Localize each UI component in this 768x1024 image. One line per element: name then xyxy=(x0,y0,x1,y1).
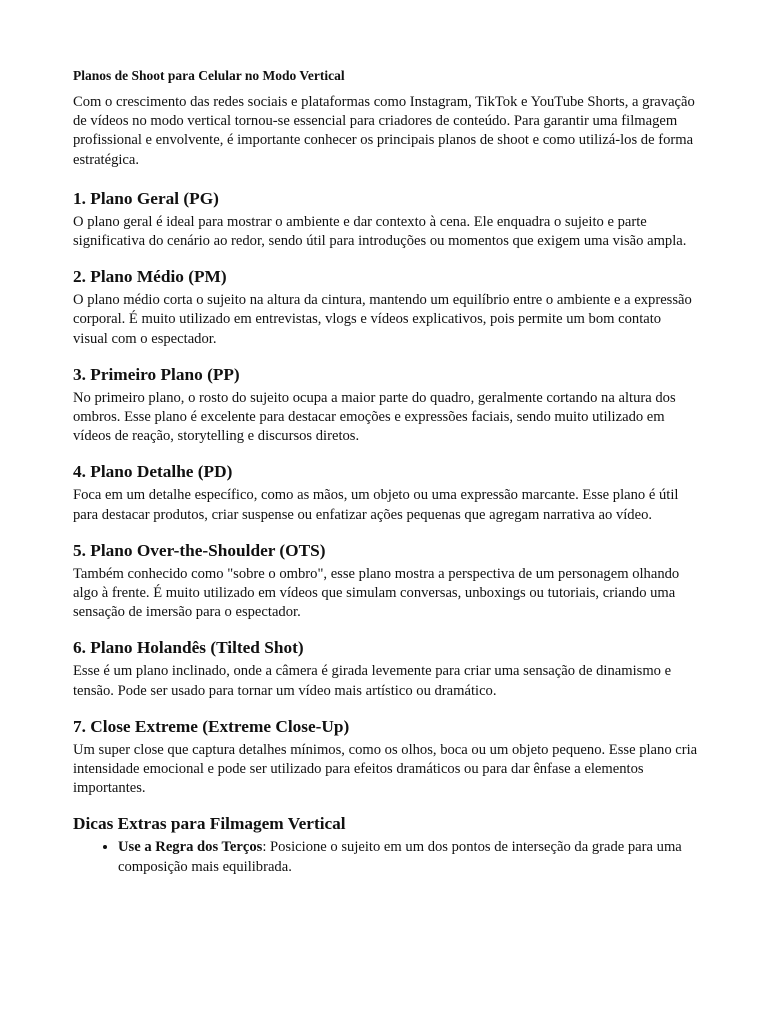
section-plano-holandes xyxy=(73,637,698,700)
section-primeiro-plano xyxy=(73,364,698,447)
section-over-the-shoulder xyxy=(73,540,698,623)
section-plano-geral xyxy=(73,188,698,251)
section-body: Esse é um plano inclinado, onde a câmera é girada levemente para criar uma sensação de dinamismo e tensão. Pode ser usado para tornar um vídeo mais artístico ou dramático. xyxy=(73,663,672,699)
section-body: Também conhecido como "sobre o ombro", esse plano mostra a perspectiva de um personagem olhando algo à frente. É muito utilizado em vídeos que simulam conversas, unboxings ou tutoriais, criando uma sensação de imersão para o espectador. xyxy=(73,565,680,621)
document-page xyxy=(73,66,698,877)
section-heading: 1. Plano Geral (PG) xyxy=(73,188,219,208)
section-body: Um super close que captura detalhes mínimos, como os olhos, boca ou um objeto pequeno. Esse plano cria intensidade emocional e pode ser utilizado para efeitos dramáticos ou para dar ênfase a elementos importantes. xyxy=(73,741,698,797)
section-plano-detalhe xyxy=(73,461,698,524)
extras-list xyxy=(73,838,698,876)
list-item xyxy=(118,838,698,876)
section-plano-medio xyxy=(73,266,698,349)
document-title: Planos de Shoot para Celular no Modo Vertical xyxy=(73,68,345,83)
section-heading: 4. Plano Detalhe (PD) xyxy=(73,462,233,482)
section-heading: 6. Plano Holandês (Tilted Shot) xyxy=(73,638,304,658)
section-heading: 3. Primeiro Plano (PP) xyxy=(73,364,240,384)
extras-heading: Dicas Extras para Filmagem Vertical xyxy=(73,814,346,834)
section-heading: 2. Plano Médio (PM) xyxy=(73,267,227,287)
section-heading: 5. Plano Over-the-Shoulder (OTS) xyxy=(73,540,326,560)
intro-paragraph: Com o crescimento das redes sociais e plataformas como Instagram, TikTok e YouTube Shorts, a gravação de vídeos no modo vertical tornou-se essencial para criadores de conteúdo. Para garantir uma filmagem profissional e envolvente, é importante conhecer os principais planos de shoot e como utilizá-los de forma estratégica. xyxy=(73,94,695,168)
section-close-extreme xyxy=(73,716,698,799)
section-body: Foca em um detalhe específico, como as mãos, um objeto ou uma expressão marcante. Esse plano é útil para destacar produtos, criar suspense ou enfatizar ações pequenas que agregam narrativa ao vídeo. xyxy=(73,487,679,523)
section-body: O plano médio corta o sujeito na altura da cintura, mantendo um equilíbrio entre o ambiente e a expressão corporal. É muito utilizado em entrevistas, vlogs e vídeos explicativos, pois permite um bom contato visual com o espectador. xyxy=(73,292,692,347)
list-item-label: Use a Regra dos Terços xyxy=(118,839,263,856)
section-body: No primeiro plano, o rosto do sujeito ocupa a maior parte do quadro, geralmente cortando na altura dos ombros. Esse plano é excelente para destacar emoções e expressões faciais, sendo muito utilizado em vídeos de reação, storytelling e discursos diretos. xyxy=(73,389,676,445)
section-dicas-extras xyxy=(73,813,698,876)
section-heading: 7. Close Extreme (Extreme Close-Up) xyxy=(73,716,350,736)
list-item-text: : Posicione o sujeito em um dos pontos de interseção da grade para uma composição mais equilibrada. xyxy=(118,839,682,875)
section-body: O plano geral é ideal para mostrar o ambiente e dar contexto à cena. Ele enquadra o sujeito e parte significativa do cenário ao redor, sendo útil para introduções ou momentos que exigem uma visão ampla. xyxy=(73,213,687,250)
